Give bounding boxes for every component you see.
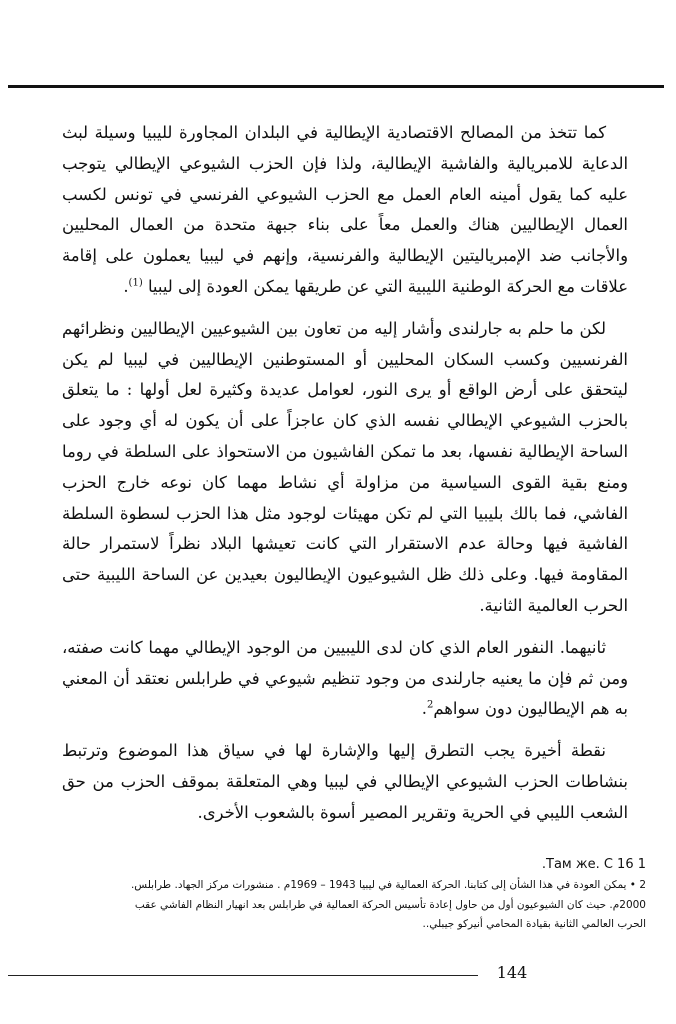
header-rule — [8, 85, 664, 88]
paragraph: نقطة أخيرة يجب التطرق إليها والإشارة لها في سياق هذا الموضوع وترتبط بنشاطات الحزب الشيوعي الإيطالي في ليبيا وهي المتعلقة بموقف الحزب من حق الشعب الليبي في الحرية وتقرير المصير أسوة بالشعوب الأخرى. — [62, 741, 628, 822]
body-text — [62, 118, 628, 829]
footnote-ref: (1) — [128, 277, 143, 289]
footer-rule — [8, 975, 478, 976]
paragraph: كما تتخذ من المصالح الاقتصادية الإيطالية في البلدان المجاورة لليبيا وسيلة لبث الدعاية للامبريالية والفاشية الإيطالية، ولذا فإن الحزب الشيوعي الإيطالي يتوجب عليه كما يقول أمينه العام العمل مع الحزب الشيوعي الفرنسي في تونس لكسب العمال الإيطاليين هناك والعمل معاً على بناء جبهة متحدة من العمال المحليين والأجانب ضد الإمبرياليتين الإيطالية والفرنسية، وإنهم في ليبيا يعملون على إقامة علاقات مع الحركة الوطنية الليبية التي عن طريقها يمكن العودة إلى ليبيا $^{(1)}$. — [62, 123, 628, 296]
footnote-ref: 2 — [426, 699, 434, 711]
footnote: الحرب العالمي الثانية بقيادة المحامي أنيركو جيبلي.. — [422, 918, 646, 930]
footnote: 2 • يمكن العودة في هذا الشأن إلى كتابنا. الحركة العمالية في ليبيا 1943 – 1969م . منشورات مركز الجهاد. طرابلس. — [130, 879, 646, 891]
paragraph-text: كما تتخذ من المصالح الاقتصادية الإيطالية في البلدان المجاورة لليبيا وسيلة لبث الدعاية للامبريالية والفاشية الإيطالية، ولذا فإن الحزب الشيوعي الإيطالي يتوجب عليه كما يقول أمينه العام العمل مع الحزب الشيوعي الفرنسي في تونس لكسب العمال الإيطاليين هناك والعمل معاً على بناء جبهة متحدة من العمال المحليين والأجانب ضد الإمبرياليتين الإيطالية والفرنسية، وإنهم في ليبيا يعملون على إقامة علاقات مع الحركة الوطنية الليبية التي عن طريقها يمكن العودة إلى ليبيا — [62, 123, 628, 296]
paragraph-text: ثانيهما. النفور العام الذي كان لدى الليبيين من الوجود الإيطالي مهما كانت صفته، ومن ثم فإن ما يعنيه جارلندى من وجود تنظيم شيوعي في طرابلس نعتقد أن المعني به هم الإيطاليون دون سواهم — [62, 637, 628, 719]
footnotes — [40, 854, 646, 935]
paragraph: لكن ما حلم به جارلندى وأشار إليه من تعاون بين الشيوعيين الإيطاليين ونظرائهم الفرنسيين وكسب السكان المحليين أو المستوطنين الإيطاليين في ليبيا لم يكن ليتحقق على أرض الواقع أو يرى النور، لعوامل عديدة وكثيرة لعل أولها : ما يتعلق بالحزب الشيوعي الإيطالي نفسه الذي كان عاجزاً على أن يكون له أي وجود على الساحة الإيطالية نفسها، بعد ما تمكن الفاشيون من الاستحواذ على السلطة في روما ومنع بقية القوى السياسية من مزاولة أي نشاط مهما كان نوعه خارج الحزب الفاشي، فما بالك بليبيا التي لم تكن مهيئات لوجود مثل هذا الحزب لسطوة السلطة الفاشية فيها وحالة عدم الاستقرار التي كانت تعيشها البلاد نظراً لاستمرار حالة المقاومة فيها. وعلى ذلك ظل الشيوعيون الإيطاليون بعيدين عن الساحة الليبية حتى الحرب العالمية الثانية. — [62, 318, 628, 615]
footnote: 2000م. حيث كان الشيوعيون أول من حاول إعادة تأسيس الحركة العمالية في طرابلس بعد انهيار النظام الفاشي عقب — [134, 898, 646, 911]
paragraph — [62, 633, 628, 725]
paragraph-end: . — [421, 699, 427, 719]
page-number: 144 — [496, 963, 528, 982]
footnote: .Там же. С 16 1 — [541, 857, 646, 872]
